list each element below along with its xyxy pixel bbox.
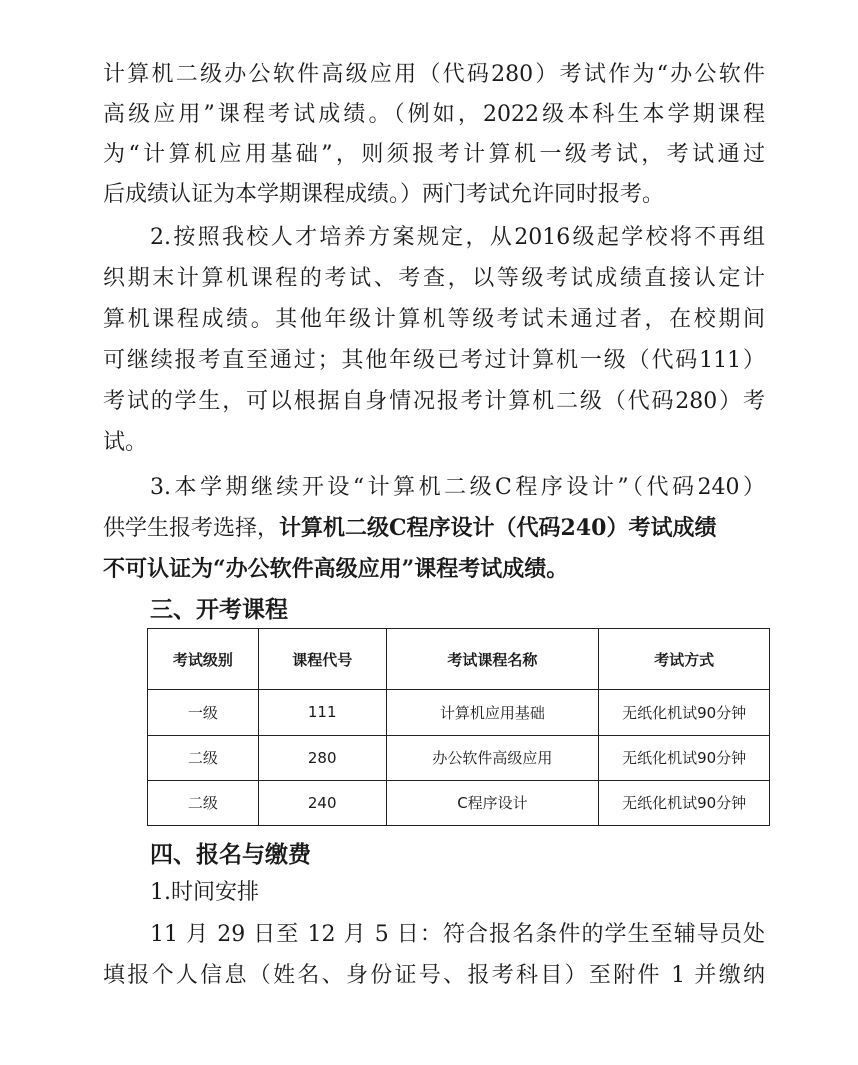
cell-level: 二级	[148, 735, 259, 780]
cell-name: 办公软件高级应用	[386, 735, 599, 780]
table-header-row	[148, 629, 770, 690]
paragraph-3-line-3: 不可认证为“办公软件高级应用”课程考试成绩。	[103, 556, 569, 582]
paragraph-2-line-6: 试。	[103, 430, 148, 455]
paragraph-2-line-4: 可继续报考直至通过；其他年级已考过计算机一级（代码111）	[103, 348, 765, 373]
header-exam-level: 考试级别	[148, 629, 259, 690]
paragraph-2-line-1: 2.按照我校人才培养方案规定，从2016级起学校将不再组	[150, 225, 765, 250]
section-4-subtitle: 1.时间安排	[150, 880, 259, 905]
paragraph-2-line-3: 算机课程成绩。其他年级计算机等级考试未通过者，在校期间	[103, 307, 765, 332]
section-4-line-2: 填报个人信息（姓名、身份证号、报考科目）至附件 1 并缴纳	[103, 963, 765, 988]
section-3-heading: 三、开考课程	[150, 596, 288, 623]
cell-method: 无纸化机试90分钟	[599, 735, 770, 780]
table-row	[148, 780, 770, 825]
header-course-code: 课程代号	[258, 629, 386, 690]
cell-name: 计算机应用基础	[386, 690, 599, 735]
header-course-name: 考试课程名称	[386, 629, 599, 690]
cell-method: 无纸化机试90分钟	[599, 780, 770, 825]
section-4-heading: 四、报名与缴费	[150, 841, 311, 868]
section-4-line-1: 11 月 29 日至 12 月 5 日：符合报名条件的学生至辅导员处	[150, 922, 765, 947]
paragraph-3-line-2-bold: 计算机二级C程序设计（代码240）考试成绩	[279, 515, 717, 541]
paragraph-2-line-5: 考试的学生，可以根据自身情况报考计算机二级（代码280）考	[103, 389, 765, 414]
paragraph-1-line-2: 高级应用”课程考试成绩。（例如，2022级本科生本学期课程	[103, 102, 765, 127]
header-exam-method: 考试方式	[599, 629, 770, 690]
cell-name: C程序设计	[386, 780, 599, 825]
cell-code: 111	[258, 690, 386, 735]
paragraph-1-line-3: 为“计算机应用基础”，则须报考计算机一级考试，考试通过	[103, 142, 765, 167]
paragraph-3-line-1: 3.本学期继续开设“计算机二级C程序设计”（代码240）	[150, 475, 765, 500]
paragraph-1-line-1: 计算机二级办公软件高级应用（代码280）考试作为“办公软件	[103, 62, 765, 87]
paragraph-3-line-2	[103, 512, 765, 545]
cell-level: 一级	[148, 690, 259, 735]
paragraph-1-line-4: 后成绩认证为本学期课程成绩。）两门考试允许同时报考。	[103, 182, 665, 207]
cell-level: 二级	[148, 780, 259, 825]
cell-code: 280	[258, 735, 386, 780]
exam-course-table	[147, 628, 770, 826]
paragraph-2-line-2: 织期末计算机课程的考试、考查，以等级考试成绩直接认定计	[103, 266, 765, 291]
paragraph-3-line-2-plain: 供学生报考选择，	[103, 516, 280, 541]
table-row	[148, 690, 770, 735]
table-row	[148, 735, 770, 780]
cell-code: 240	[258, 780, 386, 825]
cell-method: 无纸化机试90分钟	[599, 690, 770, 735]
